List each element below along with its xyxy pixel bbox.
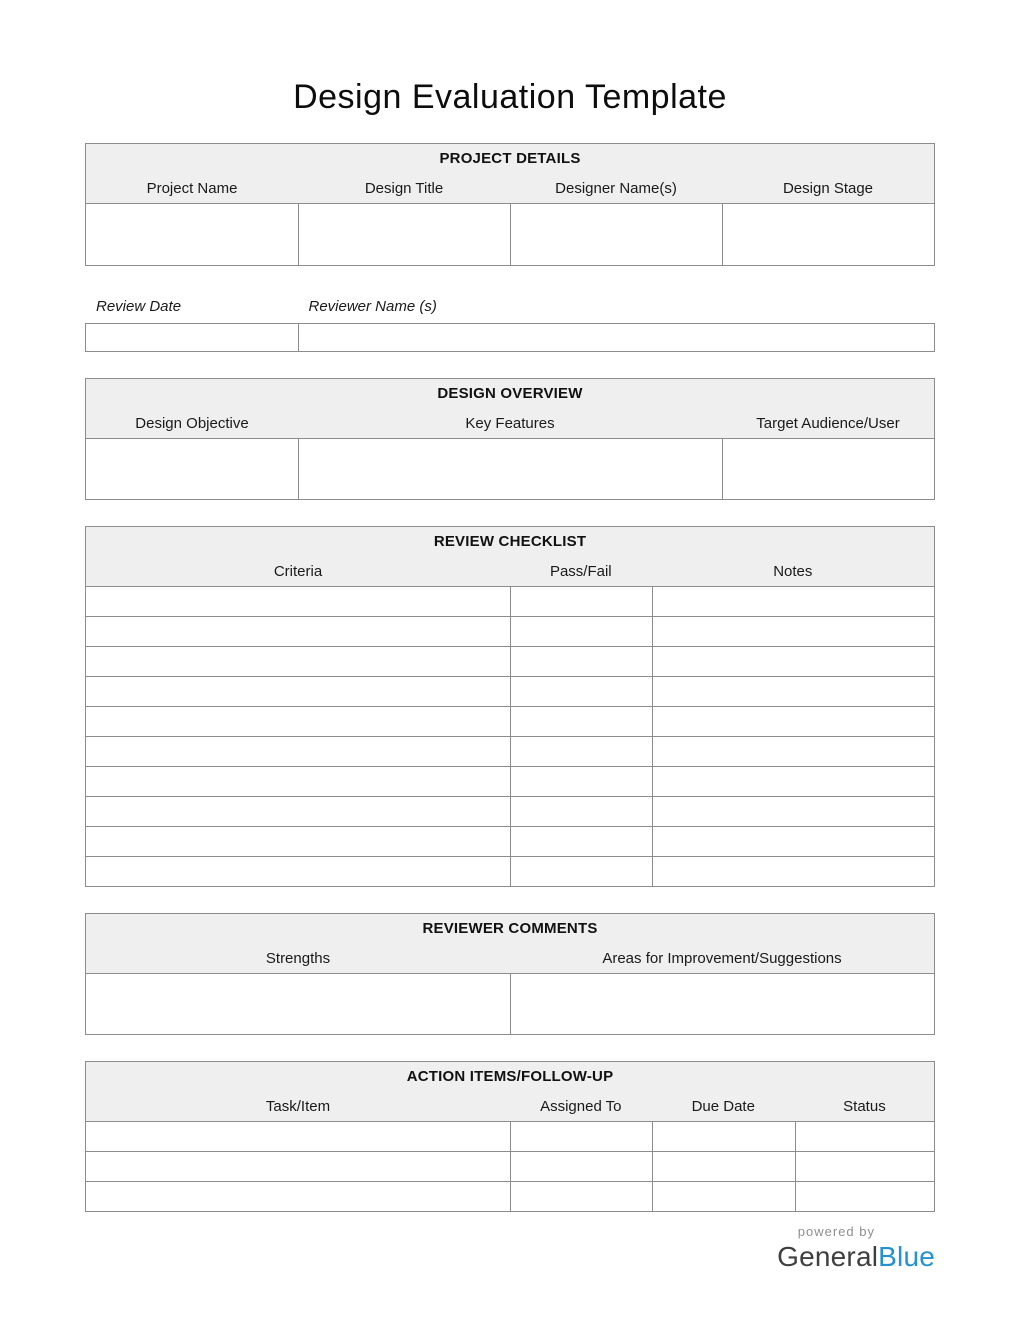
notes-cell[interactable] [652, 617, 934, 646]
table-row [86, 586, 934, 616]
criteria-cell[interactable] [86, 857, 510, 886]
table-row [86, 706, 934, 736]
status-cell[interactable] [795, 1152, 934, 1181]
column-header-improvement: Areas for Improvement/Suggestions [602, 949, 842, 967]
criteria-cell[interactable] [86, 707, 510, 736]
column-header-due-date: Due Date [691, 1097, 755, 1115]
pass-fail-cell[interactable] [510, 587, 652, 616]
column-header-assigned-to: Assigned To [540, 1097, 622, 1115]
status-cell[interactable] [795, 1122, 934, 1151]
notes-cell[interactable] [652, 587, 934, 616]
review-date-label: Review Date [96, 298, 182, 315]
reviewer-comments-table [85, 913, 935, 1035]
task-item-cell[interactable] [86, 1182, 510, 1211]
design-objective-cell[interactable] [86, 439, 298, 499]
notes-cell[interactable] [652, 707, 934, 736]
criteria-cell[interactable] [86, 827, 510, 856]
task-item-cell[interactable] [86, 1122, 510, 1151]
design-stage-cell[interactable] [722, 204, 934, 265]
table-row [86, 1121, 934, 1151]
table-row [86, 856, 934, 886]
improvement-cell[interactable] [510, 974, 934, 1034]
design-title-cell[interactable] [298, 204, 510, 265]
notes-cell[interactable] [652, 647, 934, 676]
column-header-task-item: Task/Item [265, 1097, 331, 1115]
table-row [86, 1151, 934, 1181]
task-item-cell[interactable] [86, 1152, 510, 1181]
criteria-cell[interactable] [86, 737, 510, 766]
column-header-key-features: Key Features [465, 414, 555, 432]
due-date-cell[interactable] [652, 1152, 795, 1181]
review-info-section [85, 298, 935, 352]
notes-cell[interactable] [652, 767, 934, 796]
action-items-column-headers [86, 1091, 934, 1121]
pass-fail-cell[interactable] [510, 737, 652, 766]
pass-fail-cell[interactable] [510, 707, 652, 736]
table-row [86, 766, 934, 796]
design-overview-column-headers [86, 408, 934, 438]
pass-fail-cell[interactable] [510, 647, 652, 676]
column-header-project-name: Project Name [146, 179, 238, 197]
reviewer-comments-heading: REVIEWER COMMENTS [86, 914, 934, 943]
pass-fail-cell[interactable] [510, 827, 652, 856]
generalblue-logo[interactable] [777, 1241, 935, 1273]
table-row [86, 736, 934, 766]
review-checklist-body [86, 586, 934, 886]
column-header-status: Status [843, 1097, 886, 1115]
table-row [86, 203, 934, 265]
review-checklist-heading: REVIEW CHECKLIST [86, 527, 934, 556]
footer [777, 1224, 935, 1273]
criteria-cell[interactable] [86, 797, 510, 826]
brand-general-text: General [777, 1241, 879, 1272]
project-details-heading: PROJECT DETAILS [86, 144, 934, 173]
target-audience-cell[interactable] [722, 439, 934, 499]
key-features-cell[interactable] [298, 439, 722, 499]
action-items-body [86, 1121, 934, 1211]
strengths-cell[interactable] [86, 974, 510, 1034]
due-date-cell[interactable] [652, 1122, 795, 1151]
pass-fail-cell[interactable] [510, 617, 652, 646]
column-header-notes: Notes [773, 562, 813, 580]
table-row [86, 796, 934, 826]
review-info-labels [85, 298, 935, 315]
review-checklist-table [85, 526, 935, 887]
reviewer-name-label: Reviewer Name (s) [308, 298, 437, 315]
column-header-criteria: Criteria [273, 562, 323, 580]
reviewer-name-cell[interactable] [298, 324, 934, 351]
notes-cell[interactable] [652, 857, 934, 886]
column-header-design-stage: Design Stage [782, 179, 874, 197]
powered-by-text: powered by [797, 1224, 875, 1239]
due-date-cell[interactable] [652, 1182, 795, 1211]
review-checklist-column-headers [86, 556, 934, 586]
column-header-pass-fail: Pass/Fail [549, 562, 612, 580]
criteria-cell[interactable] [86, 647, 510, 676]
reviewer-comments-column-headers [86, 943, 934, 973]
document-content [85, 0, 935, 1212]
project-details-table [85, 143, 935, 266]
table-row [86, 1181, 934, 1211]
table-row [86, 826, 934, 856]
column-header-strengths: Strengths [265, 949, 331, 967]
pass-fail-cell[interactable] [510, 677, 652, 706]
status-cell[interactable] [795, 1182, 934, 1211]
designer-names-cell[interactable] [510, 204, 722, 265]
project-name-cell[interactable] [86, 204, 298, 265]
column-header-design-title: Design Title [364, 179, 444, 197]
review-date-cell[interactable] [86, 324, 298, 351]
criteria-cell[interactable] [86, 677, 510, 706]
table-row [86, 646, 934, 676]
notes-cell[interactable] [652, 737, 934, 766]
table-row [86, 676, 934, 706]
notes-cell[interactable] [652, 827, 934, 856]
pass-fail-cell[interactable] [510, 797, 652, 826]
notes-cell[interactable] [652, 797, 934, 826]
assigned-to-cell[interactable] [510, 1182, 652, 1211]
brand-blue-text: Blue [878, 1241, 935, 1272]
table-row [85, 323, 935, 352]
criteria-cell[interactable] [86, 767, 510, 796]
assigned-to-cell[interactable] [510, 1122, 652, 1151]
page-title: Design Evaluation Template [293, 78, 727, 116]
table-row [86, 973, 934, 1034]
column-header-design-objective: Design Objective [135, 414, 249, 432]
pass-fail-cell[interactable] [510, 857, 652, 886]
table-row [86, 438, 934, 499]
criteria-cell[interactable] [86, 617, 510, 646]
project-details-column-headers [86, 173, 934, 203]
column-header-designer-names: Designer Name(s) [555, 179, 677, 197]
design-overview-table [85, 378, 935, 500]
criteria-cell[interactable] [86, 587, 510, 616]
table-row [86, 616, 934, 646]
action-items-heading: ACTION ITEMS/FOLLOW-UP [86, 1062, 934, 1091]
notes-cell[interactable] [652, 677, 934, 706]
design-overview-heading: DESIGN OVERVIEW [86, 379, 934, 408]
column-header-target-audience: Target Audience/User [756, 414, 900, 432]
action-items-table [85, 1061, 935, 1212]
assigned-to-cell[interactable] [510, 1152, 652, 1181]
pass-fail-cell[interactable] [510, 767, 652, 796]
